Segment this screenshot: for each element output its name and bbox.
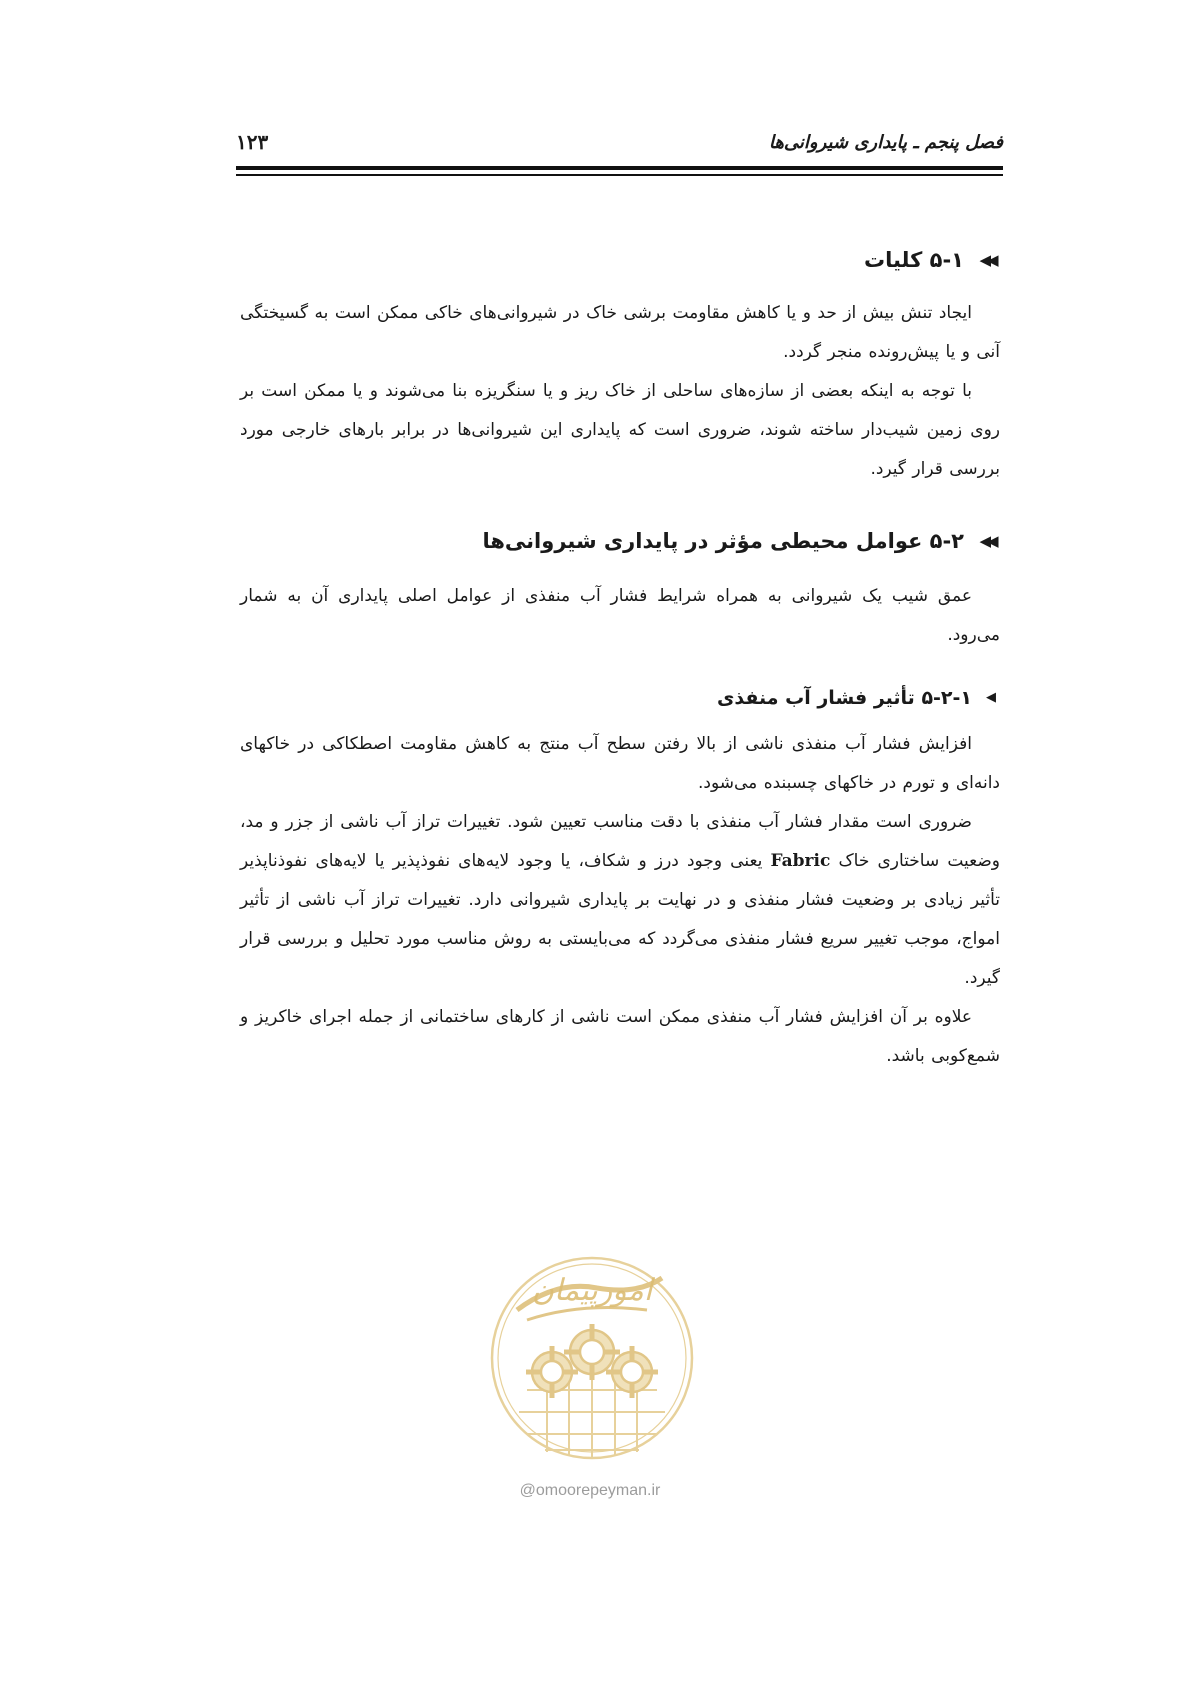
section-heading-5-2: [240, 521, 1000, 561]
subsection-heading-text: ۵-۲-۱ تأثیر فشار آب منفذی: [716, 687, 972, 709]
paragraph: عمق شیب یک شیروانی به همراه شرایط فشار آب منفذی از عوامل اصلی پایداری آن به شمار می‌رود.: [240, 586, 1000, 645]
paragraph: علاوه بر آن افزایش فشار آب منفذی ممکن است ناشی از کارهای ساختمانی از جمله اجرای خاکریز و شمع‌کوبی باشد.: [240, 1007, 1000, 1066]
page-number: ۱۲۳: [236, 130, 269, 154]
header-rule-thick: [236, 166, 1003, 170]
page-content: [240, 240, 1000, 1076]
paragraph: ایجاد تنش بیش از حد و یا کاهش مقاومت برشی خاک در شیروانی‌های خاکی ممکن است به گسیختگی آنی و یا پیش‌رونده منجر گردد.: [240, 303, 1000, 362]
paragraph: [240, 803, 1000, 998]
watermark-logo-text: امورپیمان: [531, 1273, 653, 1308]
paragraph: با توجه به اینکه بعضی از سازه‌های ساحلی از خاک ریز و یا سنگریزه بنا می‌شوند و یا ممکن است بر روی زمین شیب‌دار ساخته شوند، ضروری است که پایداری این شیروانی‌ها در برابر بارهای خارجی مورد بررسی قرار گیرد.: [240, 381, 1000, 479]
section-heading-5-1: [240, 240, 1000, 280]
section-heading-text: ۵-۱ کلیات: [863, 248, 964, 272]
arrow-bullet-icon: ◀: [986, 690, 996, 705]
watermark-url: @omoorepeyman.ir: [519, 1482, 661, 1499]
double-arrow-bullet-icon: ◀◀: [979, 532, 995, 550]
chapter-title: فصل پنجم ـ پایداری شیروانی‌ها: [768, 132, 1003, 153]
header-rule-thin: [236, 174, 1003, 176]
double-arrow-bullet-icon: ◀◀: [979, 251, 995, 269]
paragraph-text-part: یعنی وجود درز و شکاف، یا وجود لایه‌های نفوذپذیر یا لایه‌های نفوذناپذیر تأثیر زیادی بر وضعیت فشار منفذی و در نهایت بر پایداری شیروانی دارد. تغییرات تراز آب ناشی از تأثیر امواج، موجب تغییر سریع فشار منفذی می‌گردد که می‌بایستی به روش مناسب مورد تحلیل و بررسی قرار گیرد.: [240, 851, 1000, 988]
subsection-heading-5-2-1: [240, 679, 1000, 717]
watermark-logo: [487, 1240, 697, 1480]
paragraph-text-part: ضروری است مقدار فشار آب منفذی با دقت مناسب تعیین شود. تغییرات تراز آب ناشی از جزر و مد، وضعیت ساختاری خاک: [240, 812, 1001, 871]
fabric-term: Fabric: [770, 851, 831, 871]
section-heading-text: ۵-۲ عوامل محیطی مؤثر در پایداری شیروانی‌ها: [482, 529, 964, 553]
page-header: [236, 128, 1003, 158]
paragraph: افزایش فشار آب منفذی ناشی از بالا رفتن سطح آب منتج به کاهش مقاومت اصطکاکی در خاکهای دانه‌ای و تورم در خاکهای چسبنده می‌شود.: [240, 734, 1000, 793]
